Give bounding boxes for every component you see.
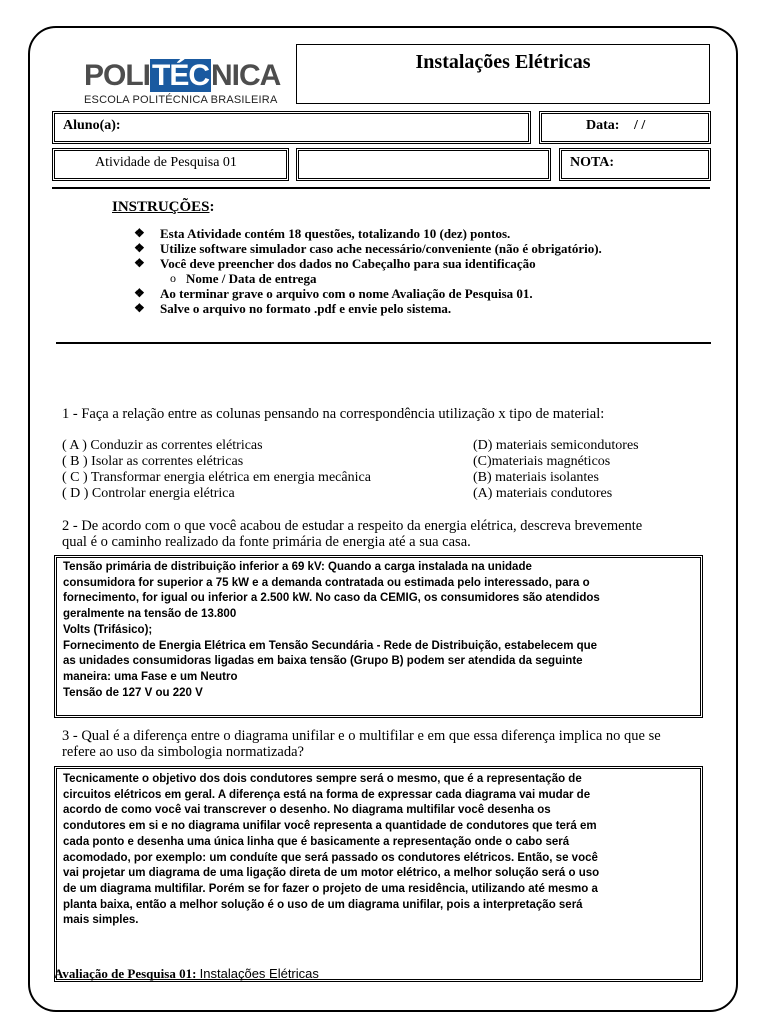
instructions-list <box>134 226 602 316</box>
answer-line: mais simples. <box>63 914 139 927</box>
page-footer <box>54 966 319 982</box>
answer-line: condutores em si e no diagrama unifilar você representa a quantidade de condutores que terá em <box>63 820 597 833</box>
instruction-subtext: Nome / Data de entrega <box>186 271 317 286</box>
question-3-line1: 3 - Qual é a diferença entre o diagrama unifilar e o multifilar e em que essa diferença implica no que se <box>62 728 661 744</box>
title-box <box>296 44 710 104</box>
activity-label: Atividade de Pesquisa 01 <box>95 155 237 170</box>
grade-label: NOTA: <box>570 155 615 170</box>
instruction-item <box>134 286 602 301</box>
answer-line: vai projetar um diagrama de uma ligação direta de um motor elétrico, a melhor solução será o uso <box>63 867 600 880</box>
instruction-text: Ao terminar grave o arquivo com o nome Avaliação de Pesquisa 01. <box>160 286 533 301</box>
logo-subtitle: ESCOLA POLITÉCNICA BRASILEIRA <box>84 94 278 106</box>
diamond-bullet-icon: ❖ <box>134 226 145 240</box>
activity-field <box>52 148 289 181</box>
instruction-item <box>134 226 602 241</box>
instruction-text: Utilize software simulador caso ache necessário/conveniente (não é obrigatório). <box>160 241 602 256</box>
instructions-title-colon: : <box>209 199 215 215</box>
answer-line: Tensão primária de distribuição inferior a 69 kV: Quando a carga instalada na unidade <box>63 561 532 573</box>
footer-label: Avaliação de Pesquisa 01: <box>54 966 197 981</box>
question-3-answer-box[interactable] <box>54 766 703 982</box>
logo <box>84 59 281 110</box>
answer-line: planta baixa, então a melhor solução é o uso de um diagrama unifilar, pois a interpretação será <box>63 898 583 911</box>
answer-line: maneira: uma Fase e um Neutro <box>63 670 238 683</box>
header-divider <box>52 187 710 189</box>
answer-line: circuitos elétricos em geral. A diferença está na forma de expressar cada diagrama vai mudar de <box>63 788 591 801</box>
answer-line: de um diagrama multifilar. Porém se for fazer o projeto de uma residência, utilizando até mesmo a <box>63 882 598 895</box>
answer-line: acomodado, por exemplo: um conduíte que será passado os condutores elétricos. Então, se você <box>63 851 598 864</box>
q1-right-item: (A) materiais condutores <box>473 486 613 501</box>
diamond-bullet-icon: ❖ <box>134 286 145 300</box>
answer-line: Volts (Trifásico); <box>63 623 153 636</box>
circle-bullet-icon: o <box>170 271 176 285</box>
instruction-item <box>134 241 602 256</box>
diamond-bullet-icon: ❖ <box>134 301 145 315</box>
date-label: Data: <box>586 118 620 133</box>
student-field[interactable] <box>52 111 531 144</box>
question-3-line2: refere ao uso da simbologia normatizada? <box>62 744 304 760</box>
instructions-title <box>112 199 215 216</box>
diamond-bullet-icon: ❖ <box>134 241 145 255</box>
instructions-divider <box>56 342 711 344</box>
logo-part2: TÉC <box>152 59 210 92</box>
question-2-answer-box[interactable] <box>54 555 703 718</box>
answer-line: cada ponto e desenha uma única linha que é basicamente a representação onde o cabo será <box>63 835 570 848</box>
answer-line: Tensão de 127 V ou 220 V <box>63 686 203 699</box>
answer-line: geralmente na tensão de 13.800 <box>63 608 237 621</box>
instruction-text: Você deve preencher dos dados no Cabeçalho para sua identificação <box>160 256 536 271</box>
question-2-line2: qual é o caminho realizado da fonte primária de energia até a sua casa. <box>62 534 471 550</box>
blank-field[interactable] <box>296 148 551 181</box>
instruction-subitem <box>134 271 602 286</box>
answer-line: Tecnicamente o objetivo dos dois condutores sempre será o mesmo, que é a representação de <box>63 773 582 785</box>
student-label: Aluno(a): <box>63 118 121 133</box>
answer-line: Fornecimento de Energia Elétrica em Tensão Secundária - Rede de Distribuição, estabelecem que <box>63 639 598 652</box>
logo-wordmark <box>84 59 281 92</box>
instruction-item <box>134 301 602 316</box>
question-1-text: 1 - Faça a relação entre as colunas pensando na correspondência utilização x tipo de material: <box>62 406 605 422</box>
footer-subject: Instalações Elétricas <box>199 966 319 981</box>
logo-part3: NICA <box>211 59 281 92</box>
answer-line: consumidora for superior a 75 kW e a demanda contratada ou estimada pelo interessado, para o <box>63 576 590 589</box>
question-2-line1: 2 - De acordo com o que você acabou de estudar a respeito da energia elétrica, descreva brevemente <box>62 518 643 534</box>
date-field[interactable] <box>539 111 711 144</box>
instruction-text: Esta Atividade contém 18 questões, totalizando 10 (dez) pontos. <box>160 226 511 241</box>
q1-left-item: ( D ) Controlar energia elétrica <box>62 486 235 501</box>
question-2-answer <box>63 560 696 701</box>
document-title: Instalações Elétricas <box>415 51 591 73</box>
q1-left-item: ( A ) Conduzir as correntes elétricas <box>62 438 263 453</box>
instruction-text: Salve o arquivo no formato .pdf e envie pelo sistema. <box>160 301 452 316</box>
answer-line: acordo de como você vai transcrever o desenho. No diagrama multifilar você desenha os <box>63 804 551 817</box>
q1-right-item: (B) materiais isolantes <box>473 470 599 485</box>
answer-line: fornecimento, for igual ou inferior a 2.500 kW. No caso da CEMIG, os consumidores são atendidos <box>63 592 600 605</box>
diamond-bullet-icon: ❖ <box>134 256 145 270</box>
grade-field[interactable] <box>559 148 711 181</box>
answer-line: as unidades consumidoras ligadas em baixa tensão (Grupo B) podem ser atendida da seguinte <box>63 655 583 668</box>
instruction-item <box>134 256 602 271</box>
question-3-answer <box>63 772 696 929</box>
instructions-title-text: INSTRUÇÕES <box>112 199 210 215</box>
q1-right-item: (D) materiais semicondutores <box>473 438 639 453</box>
q1-left-item: ( C ) Transformar energia elétrica em energia mecânica <box>62 470 371 485</box>
q1-right-item: (C)materiais magnéticos <box>473 454 611 469</box>
logo-part1: POLI <box>84 59 151 92</box>
date-value: / / <box>634 118 646 133</box>
q1-left-item: ( B ) Isolar as correntes elétricas <box>62 454 244 469</box>
